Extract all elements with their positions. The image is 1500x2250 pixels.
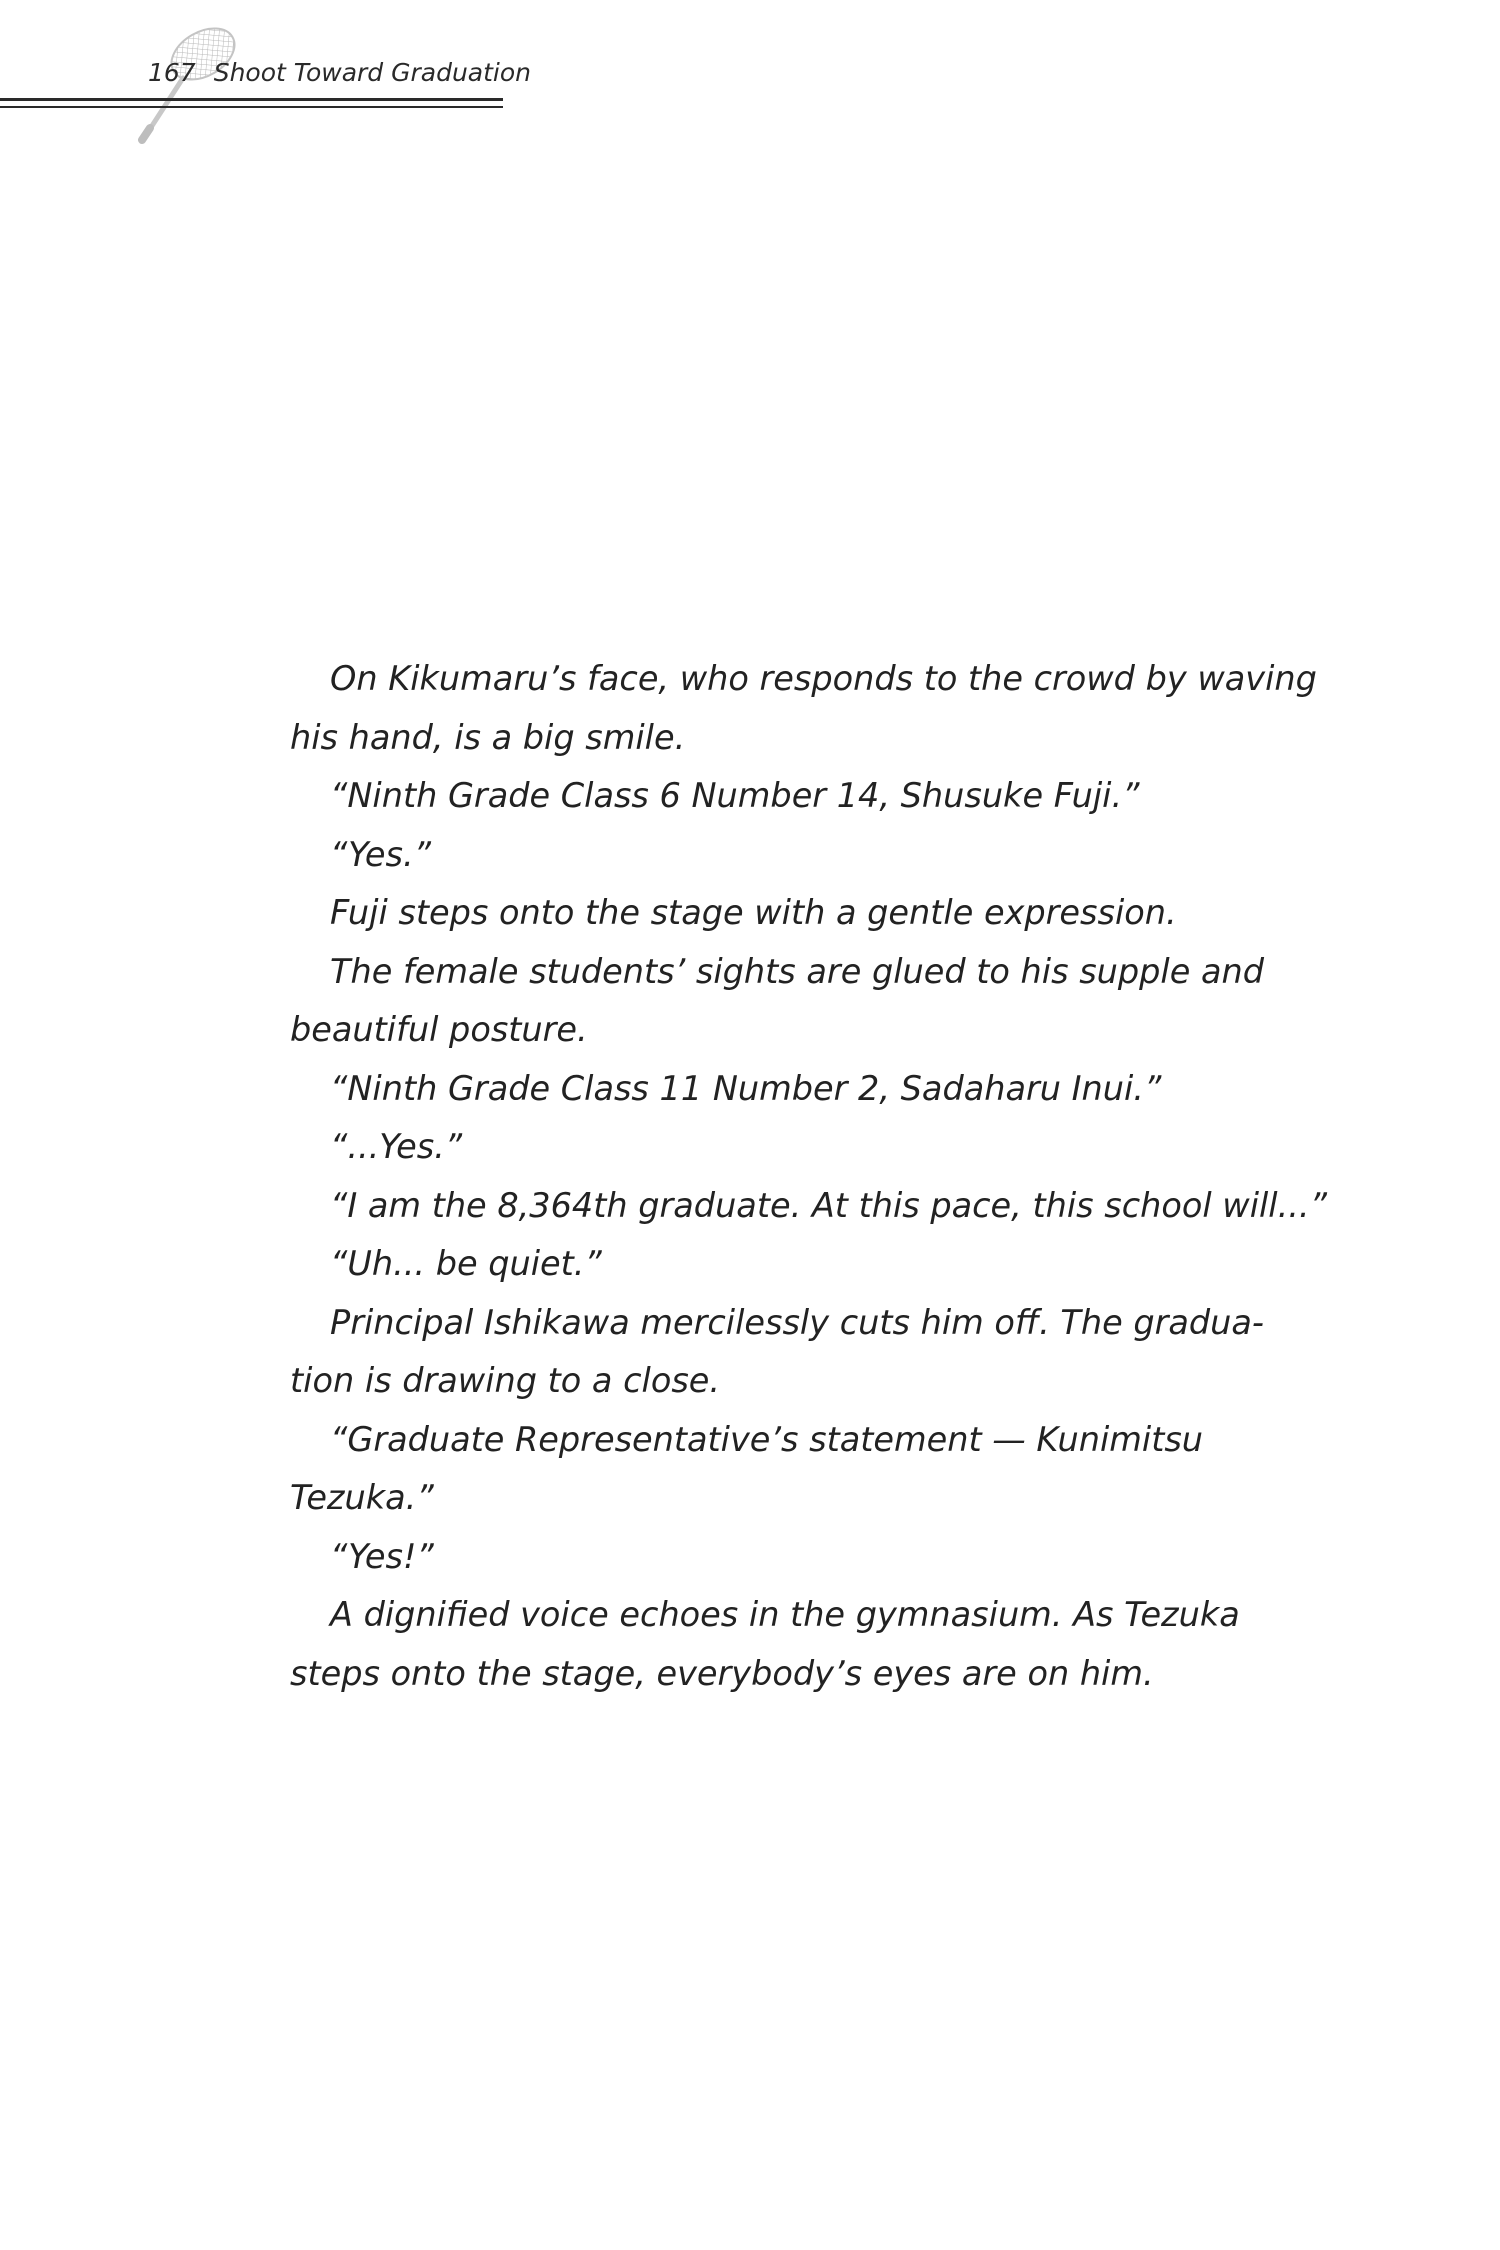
paragraph xyxy=(290,1235,1250,1294)
text-line: tion is drawing to a close. xyxy=(290,1361,721,1400)
text-line: On Kikumaru’s face, who responds to the crowd by waving xyxy=(330,659,1317,698)
paragraph xyxy=(290,650,1317,767)
paragraph xyxy=(290,1118,1250,1177)
text-line: “Ninth Grade Class 11 Number 2, Sadaharu Inui.” xyxy=(330,1068,1162,1108)
text-line: Fuji steps onto the stage with a gentle expression. xyxy=(330,893,1177,932)
text-line: his hand, is a big smile. xyxy=(290,717,686,757)
paragraph xyxy=(290,826,1250,885)
text-line: Principal Ishikawa mercilessly cuts him off. The gradua- xyxy=(330,1302,1265,1342)
text-line: “I am the 8,364th graduate. At this pace, this school will...” xyxy=(330,1185,1327,1225)
paragraph xyxy=(290,1060,1250,1119)
page-number: 167 xyxy=(148,58,196,87)
paragraph xyxy=(290,1586,1250,1703)
paragraph xyxy=(290,767,1250,826)
text-line: A dignified voice echoes in the gymnasium. As Tezuka xyxy=(330,1595,1240,1634)
paragraph xyxy=(290,1294,1265,1411)
text-line: Tezuka.” xyxy=(290,1478,434,1517)
chapter-title: Shoot Toward Graduation xyxy=(213,58,532,87)
text-line: The female students’ sights are glued to his supple and xyxy=(330,951,1265,991)
text-line: “Ninth Grade Class 6 Number 14, Shusuke Fuji.” xyxy=(330,776,1140,815)
running-head xyxy=(148,58,531,87)
header-rule-top xyxy=(0,98,503,101)
header-rule-bottom xyxy=(0,106,503,108)
body-text xyxy=(290,650,1327,1703)
text-line: “...Yes.” xyxy=(330,1127,463,1166)
paragraph xyxy=(290,1528,1250,1587)
paragraph xyxy=(290,1177,1327,1236)
text-line: beautiful posture. xyxy=(290,1010,588,1049)
text-line: “Uh... be quiet.” xyxy=(330,1244,602,1283)
text-line: steps onto the stage, everybody’s eyes are on him. xyxy=(290,1653,1154,1693)
text-line: “Yes.” xyxy=(330,834,431,874)
paragraph xyxy=(290,1411,1250,1528)
paragraph xyxy=(290,884,1250,943)
text-line: “Graduate Representative’s statement — Kunimitsu xyxy=(330,1419,1204,1459)
text-line: “Yes!” xyxy=(330,1536,434,1576)
paragraph xyxy=(290,943,1265,1060)
